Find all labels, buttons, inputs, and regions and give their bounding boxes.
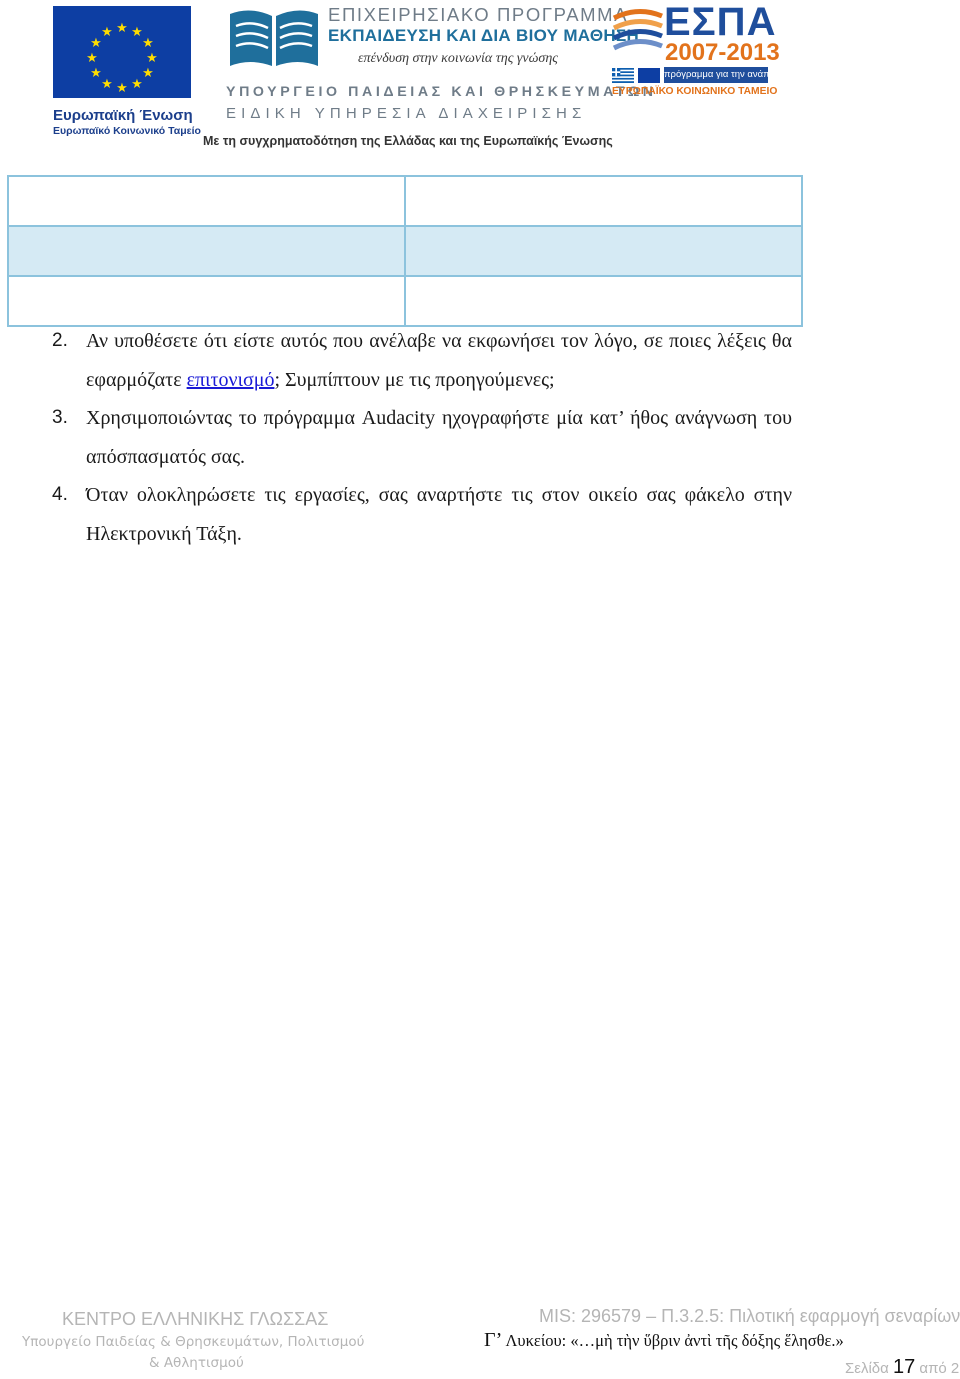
list-item-number: 2. (52, 330, 68, 351)
empty-table (7, 175, 803, 327)
eu-mini-flag-icon (638, 68, 660, 83)
table-cell (405, 276, 802, 326)
table-cell (8, 176, 405, 226)
footer-grade-quote (484, 1329, 844, 1352)
list-item-number: 4. (52, 484, 68, 505)
footer-org: ΚΕΝΤΡΟ ΕΛΛΗΝΙΚΗΣ ΓΛΩΣΣΑΣ (62, 1309, 329, 1329)
list-item (0, 399, 792, 476)
espa-fund-name: ΕΥΡΩΠΑΪΚΟ ΚΟΙΝΩΝΙΚΟ ΤΑΜΕΙΟ (612, 86, 778, 97)
page-of: από 2 (915, 1360, 960, 1377)
table-cell (405, 226, 802, 276)
svg-text:★: ★ (90, 36, 102, 51)
greek-flag-icon (612, 68, 634, 83)
open-book-icon (226, 6, 322, 76)
svg-text:★: ★ (142, 66, 154, 81)
svg-text:★: ★ (131, 25, 143, 40)
footer-ministry-line-1: Υπουργείο Παιδείας & Θρησκευμάτων, Πολιτισμού (22, 1334, 365, 1350)
table-row (8, 226, 802, 276)
svg-text:★: ★ (116, 81, 128, 96)
list-item-number: 3. (52, 407, 68, 428)
table-cell (8, 226, 405, 276)
espa-title: ΕΣΠΑ (664, 0, 777, 44)
page-label: Σελίδα (845, 1360, 893, 1377)
espa-tagline: πρόγραμμα για την ανάπτυξη (664, 67, 768, 83)
list-item (0, 322, 792, 399)
ministry-name: ΥΠΟΥΡΓΕΙΟ ΠΑΙΔΕΙΑΣ ΚΑΙ ΘΡΗΣΚΕΥΜΑΤΩΝ (226, 84, 657, 100)
espa-stripes-icon (612, 8, 664, 52)
svg-text:★: ★ (131, 77, 143, 92)
eu-fund-name: Ευρωπαϊκό Κοινωνικό Ταμείο (53, 125, 201, 137)
eu-flag-logo (53, 6, 191, 98)
svg-text:★: ★ (146, 51, 158, 66)
svg-text:★: ★ (101, 77, 113, 92)
list-item-text: Όταν ολοκληρώσετε τις εργασίες, σας αναρτήστε τις στον οικείο σας φάκελο στην Ηλεκτρονική Τάξη. (86, 484, 792, 545)
header-logos (0, 0, 960, 160)
list-item-text: ; Συμπίπτουν με τις προηγούμενες; (274, 368, 555, 391)
svg-text:★: ★ (90, 66, 102, 81)
svg-text:★: ★ (142, 36, 154, 51)
exercise-list (0, 322, 960, 553)
svg-text:★: ★ (116, 21, 128, 36)
program-slogan: επένδυση στην κοινωνία της γνώσης (358, 51, 558, 66)
page-number (845, 1356, 959, 1379)
svg-text:★: ★ (101, 25, 113, 40)
list-item-text: Αν υποθέσετε ότι είστε αυτός που ανέλαβε να εκφωνήσει τον λόγο, σε ποιες λέξεις θα εφαρμόζατε (86, 330, 792, 391)
program-line-2: ΕΚΠΑΙΔΕΥΣΗ ΚΑΙ ΔΙΑ ΒΙΟΥ ΜΑΘΗΣΗ (328, 26, 640, 45)
eu-name: Ευρωπαϊκή Ένωση (53, 107, 193, 124)
table-cell (8, 276, 405, 326)
list-item-text: Χρησιμοποιώντας το πρόγραμμα Audacity ηχογραφήστε μία κατ’ ήθος ανάγνωση του απόσπασματός σας. (86, 407, 792, 468)
eu-stars-icon (53, 6, 191, 98)
footer-ministry-line-2: & Αθλητισμού (149, 1355, 244, 1371)
intonation-link[interactable]: επιτονισμό (186, 368, 275, 391)
footer-mis: MIS: 296579 – Π.3.2.5: Πιλοτική εφαρμογή σεναρίων (539, 1306, 960, 1326)
list-item (0, 476, 792, 553)
svg-text:★: ★ (86, 51, 98, 66)
management-service: ΕΙΔΙΚΗ ΥΠΗΡΕΣΙΑ ΔΙΑΧΕΙΡΙΣΗΣ (226, 105, 587, 122)
footer-grade-letter: Γ’ (484, 1329, 503, 1351)
table-row (8, 176, 802, 226)
program-line-1: ΕΠΙΧΕΙΡΗΣΙΑΚΟ ΠΡΟΓΡΑΜΜΑ (328, 4, 629, 25)
page-number-value: 17 (892, 1356, 916, 1378)
table-cell (405, 176, 802, 226)
footer-quote: Λυκείου: «…μὴ τὴν ὕβριν ἀντὶ τῆς δόξης ἕλησθε.» (502, 1331, 844, 1350)
table-row (8, 276, 802, 326)
cofinance-note: Με τη συγχρηματοδότηση της Ελλάδας και της Ευρωπαϊκής Ένωσης (203, 134, 613, 148)
espa-years: 2007-2013 (665, 39, 780, 66)
